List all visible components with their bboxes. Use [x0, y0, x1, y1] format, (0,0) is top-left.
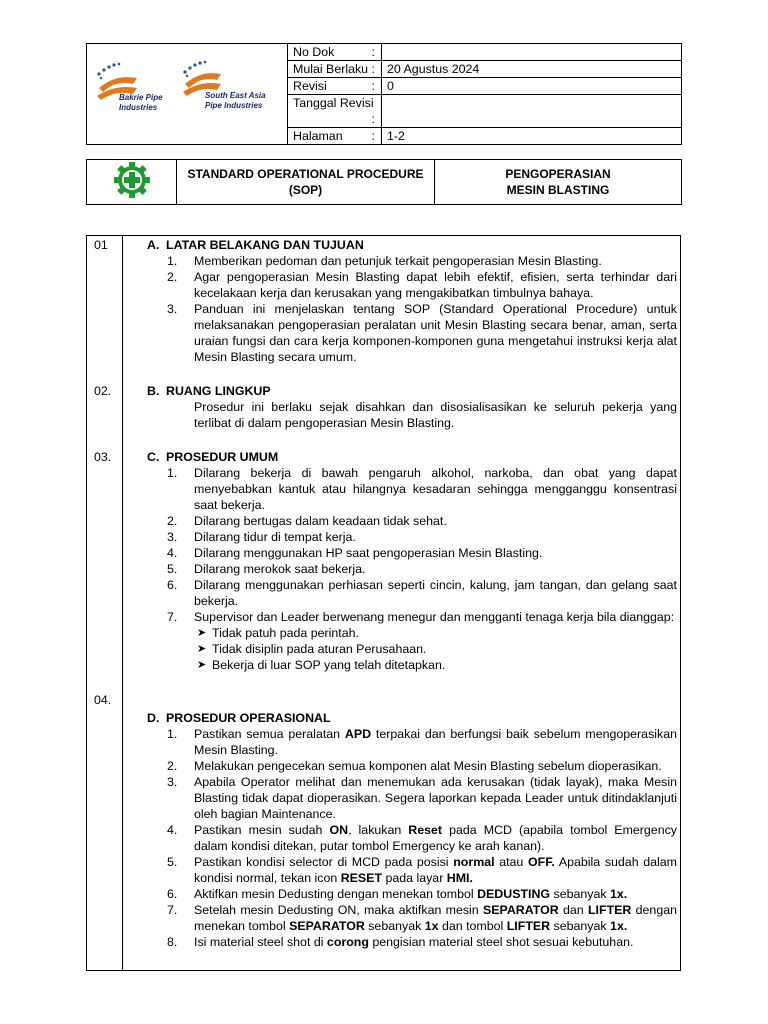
section-b [147, 383, 677, 431]
logo-cell [87, 44, 288, 145]
list-item: 3. Panduan ini menjelaskan tentang SOP (Standard Operational Procedure) untuk melaksanakan pengoperasian peralatan unit Mesin Blasting secara benar, aman, serta uraian fungsi dan cara kerja komponen-komponen guna mengetahui instruksi kerja alat Mesin Blasting secara umum. [167, 302, 677, 364]
header-label-tanggal-revisi: Tanggal Revisi : [288, 95, 382, 128]
list-item: 1. Memberikan pedoman dan petunjuk terkait pengoperasian Mesin Blasting. [167, 254, 602, 268]
header-value-halaman: 1-2 [382, 128, 682, 145]
svg-text:Pipe Industries: Pipe Industries [205, 101, 263, 110]
section-number: 02. [94, 384, 112, 398]
sub-list-item: ➤ Tidak disiplin pada aturan Perusahaan. [197, 642, 427, 656]
section-c-sublist [147, 625, 677, 673]
section-c-list [147, 465, 677, 625]
arrow-bullet-icon: ➤ [197, 659, 207, 671]
arrow-bullet-icon: ➤ [197, 643, 207, 655]
header-value-revisi: 0 [382, 78, 682, 95]
header-label-mulai-berlaku: Mulai Berlaku : [288, 61, 382, 78]
header-label-revisi: Revisi : [288, 78, 382, 95]
sop-title-table [86, 159, 682, 205]
sop-content-box [86, 235, 681, 971]
section-title: D. PROSEDUR OPERASIONAL [147, 711, 331, 725]
sop-title-line2: (SOP) [288, 183, 323, 197]
company-logos [87, 50, 287, 134]
svg-text:Industries: Industries [119, 103, 158, 112]
list-item: 3. Apabila Operator melihat dan menemukan ada kerusakan (tidak layak), maka Mesin Blasting tidak dapat dioperasikan. Segera laporkan kepada Leader untuk ditindaklanjuti oleh bagian Maintenance. [167, 775, 677, 821]
sub-list-item: ➤ Bekerja di luar SOP yang telah ditetapkan. [197, 658, 446, 672]
header-value-no-dok [382, 44, 682, 61]
section-title: A. LATAR BELAKANG DAN TUJUAN [147, 238, 364, 252]
header-value-tanggal-revisi [382, 95, 682, 128]
list-item: 1. Pastikan semua peralatan APD terpakai dan berfungsi baik sebelum mengoperasikan Mesin Blasting. [167, 727, 677, 757]
section-c [147, 449, 677, 673]
section-title: B. RUANG LINGKUP [147, 384, 271, 398]
list-item: 4. Pastikan mesin sudah ON, lakukan Reset pada MCD (apabila tombol Emergency dalam kondisi ditekan, putar tombol Emergency ke arah kanan). [167, 823, 677, 853]
list-item: 6. Dilarang menggunakan perhiasan seperti cincin, kalung, jam tangan, dan gelang saat bekerja. [167, 578, 677, 608]
sop-title-line1: STANDARD OPERATIONAL PROCEDURE [187, 167, 424, 181]
header-value-mulai-berlaku: 20 Agustus 2024 [382, 61, 682, 78]
section-number: 03. [94, 450, 112, 464]
svg-text:Bakrie Pipe: Bakrie Pipe [119, 93, 163, 102]
section-number: 01 [94, 238, 108, 252]
arrow-bullet-icon: ➤ [197, 627, 207, 639]
list-item: 3. Dilarang tidur di tempat kerja. [167, 530, 356, 544]
procedure-title-cell [435, 160, 682, 205]
column-divider [122, 236, 123, 970]
section-d [147, 710, 677, 950]
header-label-no-dok: No Dok : [288, 44, 382, 61]
list-item: 5. Pastikan kondisi selector di MCD pada posisi normal atau OFF. Apabila sudah dalam kondisi normal, tekan icon RESET pada layar HMI. [167, 855, 677, 885]
section-a [147, 237, 677, 365]
list-item: 2. Melakukan pengecekan semua komponen alat Mesin Blasting sebelum dioperasikan. [167, 759, 662, 773]
procedure-title-line1: PENGOPERASIAN [505, 167, 611, 181]
sub-list-item: ➤ Tidak patuh pada perintah. [197, 626, 359, 640]
section-number: 04. [94, 693, 112, 707]
section-a-list [147, 253, 677, 365]
document-header-table [86, 43, 682, 145]
list-item: 2. Agar pengoperasian Mesin Blasting dapat lebih efektif, efisien, serta terhindar dari kecelakaan kerja dan kerusakan yang mengakibatkan timbulnya bahaya. [167, 270, 677, 300]
list-item: 7. Supervisor dan Leader berwenang menegur dan mengganti tenaga kerja bila dianggap: [167, 610, 675, 624]
safety-cross-gear-icon [113, 161, 151, 199]
svg-text:South East Asia: South East Asia [205, 91, 266, 100]
section-b-paragraph: Prosedur ini berlaku sejak disahkan dan disosialisasikan ke seluruh pekerja yang terlibat di dalam pengoperasian Mesin Blasting. [194, 400, 677, 430]
list-item: 7. Setelah mesin Dedusting ON, maka aktifkan mesin SEPARATOR dan LIFTER dengan menekan tombol SEPARATOR sebanyak 1x dan tombol LIFTER sebanyak 1x. [167, 903, 677, 933]
list-item: 4. Dilarang menggunakan HP saat pengoperasian Mesin Blasting. [167, 546, 543, 560]
list-item: 8. Isi material steel shot di corong pengisian material steel shot sesuai kebutuhan. [167, 935, 634, 949]
list-item: 6. Aktifkan mesin Dedusting dengan menekan tombol DEDUSTING sebanyak 1x. [167, 887, 628, 901]
list-item: 1. Dilarang bekerja di bawah pengaruh alkohol, narkoba, dan obat yang dapat menyebabkan kantuk atau hilangnya kesadaran sehingga mengganggu konsentrasi saat bekerja. [167, 466, 677, 512]
section-d-list [147, 726, 677, 950]
list-item: 2. Dilarang bertugas dalam keadaan tidak sehat. [167, 514, 447, 528]
procedure-title-line2: MESIN BLASTING [506, 183, 610, 197]
safety-icon-cell [87, 160, 177, 205]
section-title: C. PROSEDUR UMUM [147, 450, 279, 464]
list-item: 5. Dilarang merokok saat bekerja. [167, 562, 366, 576]
sop-title-cell [177, 160, 435, 205]
header-label-halaman: Halaman : [288, 128, 382, 145]
